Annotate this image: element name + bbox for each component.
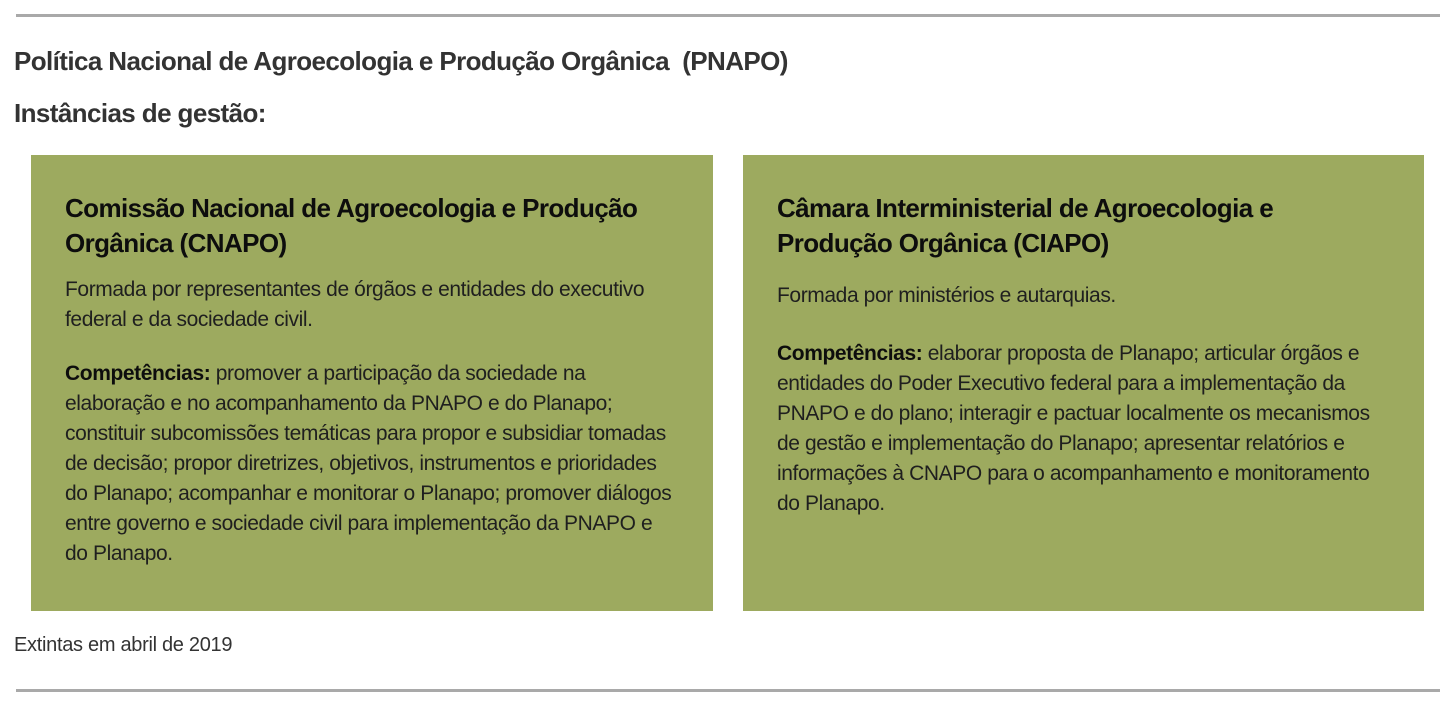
cnapo-card [31,155,713,611]
ciapo-competencias-label: Competências: [777,342,923,365]
page-subtitle: Instâncias de gestão: [14,98,266,128]
ciapo-competencias-text: elaborar proposta de Planapo; articular órgãos e entidades do Poder Executivo federal para a implementação da PNAPO e do plano; interagir e pactuar localmente os mecanismos de gestão e implementação do Planapo; apresentar relatórios e informações à CNAPO para o acompanhamento e monitoramento do Planapo. [777,342,1370,515]
ciapo-card-description: Formada por ministérios e autarquias. [777,284,1116,307]
cnapo-card-title: Comissão Nacional de Agroecologia e Produção Orgânica (CNAPO) [65,193,638,258]
cnapo-card-description: Formada por representantes de órgãos e entidades do executivo federal e da sociedade civil. [65,278,645,331]
cnapo-competencias-label: Competências: [65,362,211,385]
footer-note: Extintas em abril de 2019 [14,634,233,656]
ciapo-card-competencias [777,339,1390,519]
cnapo-card-competencias [65,359,679,569]
top-divider [16,14,1440,17]
cnapo-competencias-text: promover a participação da sociedade na elaboração e no acompanhamento da PNAPO e do Planapo; constituir subcomissões temáticas para propor e subsidiar tomadas de decisão; propor diretrizes, objetivos, instrumentos e prioridades do Planapo; acompanhar e monitorar o Planapo; promover diálogos entre governo e sociedade civil para implementação da PNAPO e do Planapo. [65,362,672,565]
page-title: Política Nacional de Agroecologia e Produção Orgânica (PNAPO) [14,46,788,76]
ciapo-card-title: Câmara Interministerial de Agroecologia e Produção Orgânica (CIAPO) [777,193,1274,258]
bottom-divider [16,689,1440,692]
ciapo-card [743,155,1424,611]
